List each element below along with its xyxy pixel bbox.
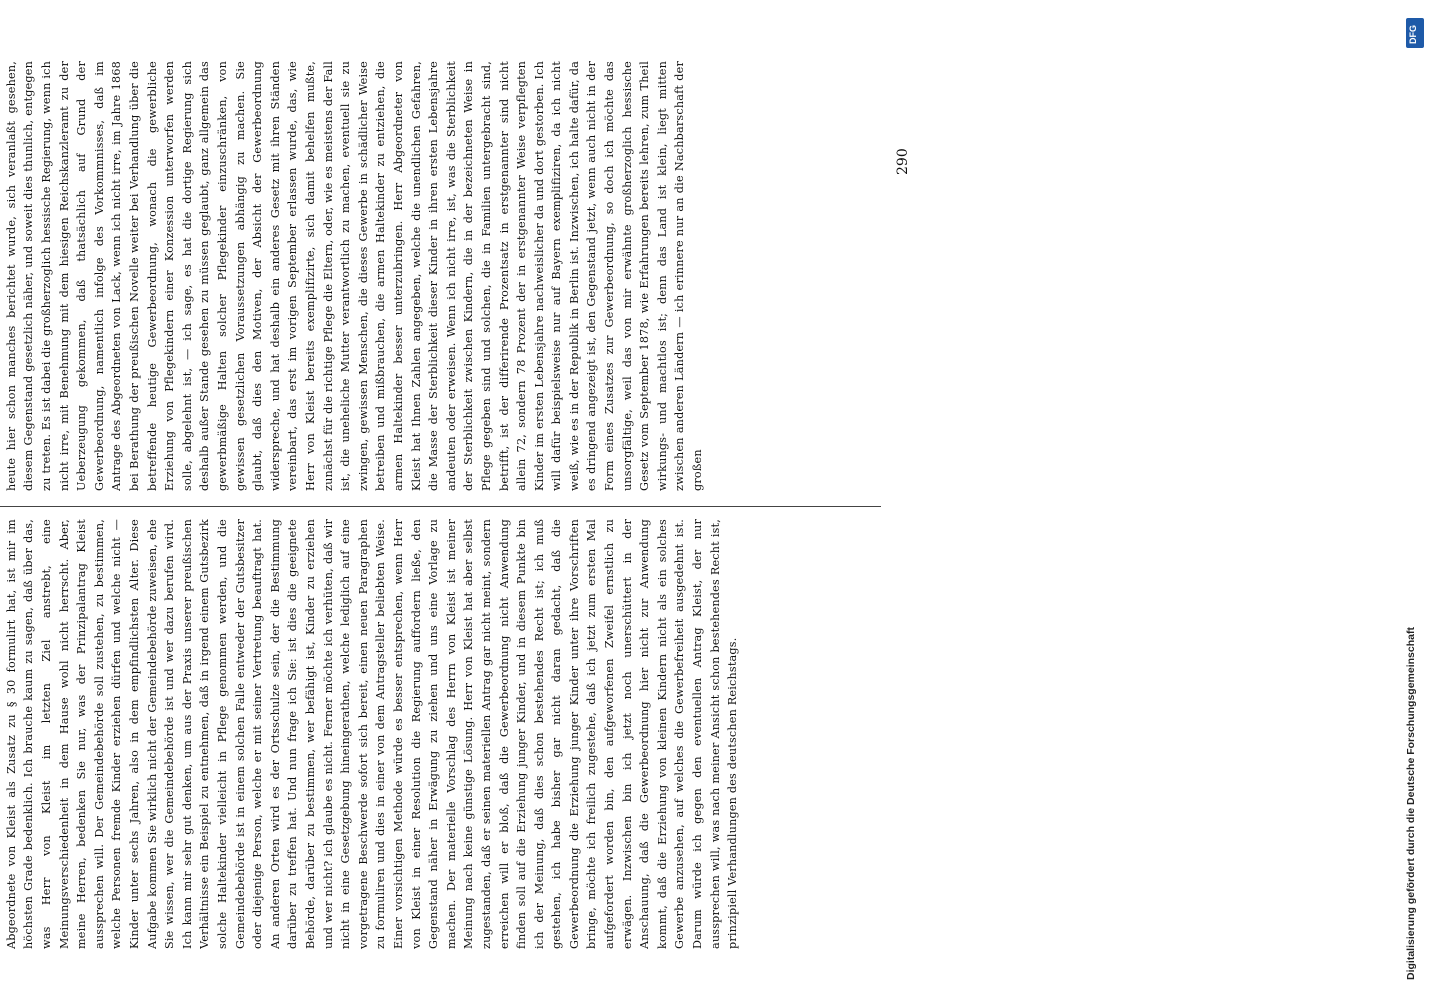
digitization-credit — [1403, 520, 1423, 980]
dfg-logo-text: DFG — [1408, 25, 1418, 44]
paragraph-speech: heute hier schon manches berichtet wurde, sich veranlaßt gesehen, diesem Gegenstand gesetzlich näher, und soweit dies thunlich, entgegen zu treten. Es ist dabei die großherzoglich hessische Regierung, wenn ich nicht irre, mit Benehmung mit dem hiesigen Reichskanzleramt zu der Ueberzeugung gekommen, daß thatsächlich auf Grund der Gewerbeordnung, namentlich infolge des Vorkommnisses, daß im Antrage des Abgeordneten von Lack, wenn ich nicht irre, im Jahre 1868 bei Berathung der preußischen Novelle weiter bei Verhandlung über die betreffende heutige Gewerbeordnung, wonach die gewerbliche Erziehung von Pflegekindern einer Konzession unterworfen werden solle, abgelehnt ist, — ich sage, es hat die dortige Regierung sich deshalb außer Stande gesehen zu müssen geglaubt, ganz allgemein das gewerbmäßige Halten solcher Pflegekinder einzuschränken, von gewissen gesetzlichen Voraussetzungen abhängig zu machen. Sie glaubt, daß dies den Motiven, der Absicht der Gewerbeordnung widerspreche, und hat deshalb ein anderes Gesetz mit ihren Ständen vereinbart, das erst im vorigen September erlassen wurde, das, wie Herr von Kleist bereits exemplifizirte, sich damit behelfen mußte, zunächst für die richtige Pflege die Eltern, oder, wie es meistens der Fall ist, die uneheliche Mutter verantwortlich zu machen, eventuell sie zu zwingen, gewissen Menschen, die dieses Gewerbe in schädlicher Weise betreiben und mißbrauchen, die armen Haltekinder zu entziehen, die armen Haltekinder besser unterzubringen. Herr Abgeordneter von Kleist hat Ihnen Zahlen angegeben, welche die unendlichen Gefahren, die Masse der Sterblichkeit dieser Kinder in ihren ersten Lebensjahre andeuten oder erweisen. Wenn ich nicht irre, ist, was die Sterblichkeit der Sterblichkeit zwischen Kindern, die in der bezeichneten Weise in Pflege gegeben sind und solchen, die in Familien untergebracht sind, betrifft, ist der differirende Prozentsatz in erstgenannter sind nicht allein 72, sondern 78 Prozent der in erstgenannter Weise verpflegten Kinder im ersten Lebensjahre nachweislicher da und dort gestorben. Ich will dafür beispielsweise nur auf Bayern exemplifiziren, da ich nicht weiß, wie es in der Republik in Berlin ist. Inzwischen, ich halte dafür, da es dringend angezeigt ist, den Gegenstand jetzt, wenn auch nicht in der Form eines Zusatzes zur Gewerbeordnung, so doch ich möchte das unsorgfältige, weil das von mir erwähnte großherzoglich hessische Gesetz vom September 1878, wie Erfahrungen bereits lehren, zum Theil wirkungs- und machtlos ist; denn das Land ist klein, liegt mitten zwischen anderen Ländern — ich erinnere nur an die Nachbarschaft der großen — [4, 61, 705, 491]
right-text-column — [0, 61, 891, 491]
left-text-column — [0, 519, 891, 949]
rotated-document-page — [0, 25, 945, 985]
column-divider — [0, 506, 881, 507]
footer-sheet-number: 290 — [895, 148, 911, 175]
paragraph: Abgeordnete von Kleist als Zusatz zu § 30 formulirt hat, ist mir im höchsten Grade bedenklich. Ich brauche kaum zu sagen, daß über das, was Herr von Kleist im letzten Ziel anstrebt, eine Meinungsverschiedenheit in dem Hause wohl nicht herrscht. Aber, meine Herren, bedenken Sie nur, was der Prinzipalantrag Kleist aussprechen will. Der Gemeindebehörde soll zustehen, zu bestimmen, welche Personen fremde Kinder erziehen dürfen und welche nicht — Kinder unter sechs Jahren, also in dem empfindlichsten Alter. Diese Aufgabe kommen Sie wirklich nicht der Gemeindebehörde zuweisen, ehe Sie wissen, wer die Gemeindebehörde ist und wer dazu berufen wird. Ich kann mir sehr gut denken, um aus der Praxis unserer preußischen Verhältnisse ein Beispiel zu entnehmen, daß in irgend einem Gutsbezirk solche Haltekinder vielleicht in Pflege genommen werden, und die Gemeindebehörde ist in einem solchen Falle entweder der Gutsbesitzer oder diejenige Person, welche er mit seiner Vertretung beauftragt hat. An anderen Orten wird es der Ortsschulze sein, der die Bestimmung darüber zu treffen hat. Und nun frage ich Sie: ist dies die geeignete Behörde, darüber zu bestimmen, wer befähigt ist, Kinder zu erziehen und wer nicht? ich glaube es nicht. Ferner möchte ich verhüten, daß wir nicht in eine Gesetzgebung hineingerathen, welche lediglich auf eine vorgetragene Beschwerde sofort sich bereit, einen neuen Paragraphen zu formuliren und dies in einer von dem Antragsteller beliebten Weise. Einer vorsichtigen Methode würde es besser entsprechen, wenn Herr von Kleist in einer Resolution die Regierung auffordern ließe, den Gegenstand näher in Erwägung zu ziehen und uns eine Vorlage zu machen. Der materielle Vorschlag des Herrn von Kleist ist meiner Meinung nach keine günstige Lösung. Herr von Kleist hat aber selbst zugestanden, daß er seinen materiellen Antrag gar nicht meint, sondern erreichen will er bloß, daß die Gewerbeordnung nicht Anwendung finden soll auf die Erziehung junger Kinder, und in diesem Punkte bin ich der Meinung, daß dies schon bestehendes Recht ist; ich muß gestehen, ich habe bisher gar nicht daran gedacht, daß die Gewerbeordnung die Erziehung junger Kinder unter ihre Vorschriften bringe, möchte ich freilich zugestehe, daß ich jetzt zum ersten Mal aufgefordert worden bin, den aufgeworfenen Zweifel ernstlich zu erwägen. Inzwischen bin ich jetzt noch unerschüttert in der Anschauung, daß die Gewerbeordnung hier nicht zur Anwendung kommt, daß die Erziehung von kleinen Kindern nicht als ein solches Gewerbe anzusehen, auf welches die Gewerbefreiheit ausgedehnt ist. Darum würde ich gegen den eventuellen Antrag Kleist, der nur aussprechen will, was nach meiner Ansicht schon bestehendes Recht ist, prinzipiell Verhandlungen des deutschen Reichstags. — [4, 519, 740, 949]
dfg-logo — [1406, 18, 1424, 48]
credit-text: Digitalisierung gefördert durch die Deutsche Forschungsgemeinschaft — [1405, 627, 1417, 980]
